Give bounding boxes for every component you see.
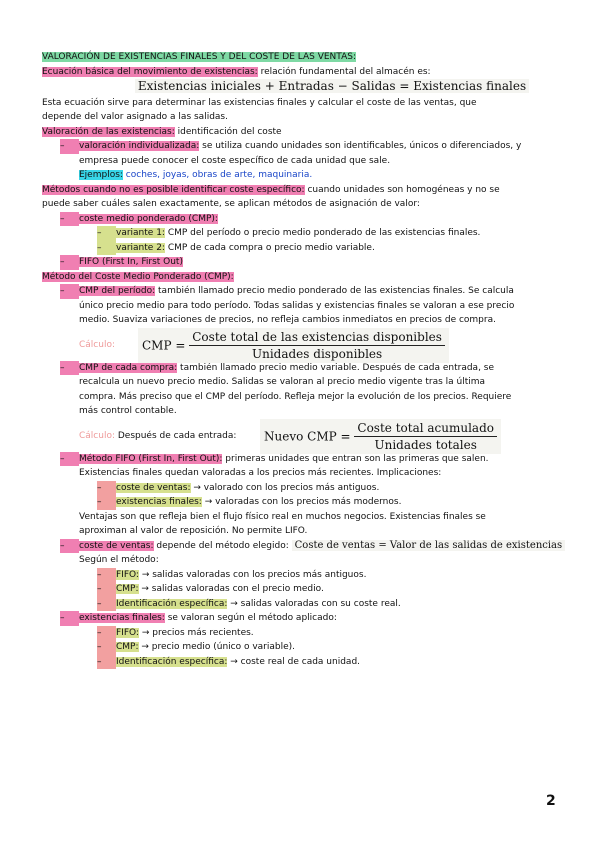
variante-2-text: CMP de cada compra o precio medio variable. <box>164 242 375 253</box>
section-title: VALORACIÓN DE EXISTENCIAS FINALES Y DEL COSTE DE LAS VENTAS: <box>42 52 356 62</box>
compra-line-2: recalcula un nuevo precio medio. Salidas se valoran al precio medio vigente tras la última <box>79 377 486 387</box>
bullet-dash: – <box>60 212 79 227</box>
calculo-label: Cálculo: <box>79 430 115 441</box>
fifo-list-item: FIFO (First In, First Out) <box>79 257 183 267</box>
calculo-label: Cálculo: <box>79 339 115 350</box>
eq-basic-formula: Existencias iniciales + Entradas − Salidas = Existencias finales <box>135 79 529 93</box>
metodos-label: Métodos cuando no es posible identificar coste específico: <box>42 184 305 195</box>
cv-cmp-text: → salidas valoradas con el precio medio. <box>138 584 324 594</box>
valoracion-label: Valoración de las existencias: <box>42 126 175 137</box>
variante-1-text: CMP del período o precio medio ponderado de las existencias finales. <box>164 228 481 238</box>
ef-ident-text: → coste real de cada unidad. <box>227 656 361 667</box>
page-number: 2 <box>546 793 556 809</box>
fraction <box>189 329 445 362</box>
bullet-dash: – <box>97 226 116 241</box>
periodo-line-1: también llamado precio medio ponderado de las existencias finales. Se calcula <box>155 286 514 296</box>
cv-formula: Coste de ventas = Valor de las salidas de existencias <box>292 540 566 551</box>
periodo-label: CMP del período: <box>79 286 156 296</box>
ef-cmp-label: CMP: <box>116 642 139 652</box>
ef-label: existencias finales: <box>79 613 165 623</box>
bullet-dash: – <box>97 640 116 655</box>
cv-fifo-text: → salidas valoradas con los precios más antiguos. <box>138 569 367 580</box>
fifo-ventajas-1: Ventajas son que refleja bien el flujo físico real en muchos negocios. Existencias finales se <box>79 511 486 522</box>
ef-fifo-label: FIFO: <box>116 627 139 638</box>
fifo-impl-2-label: existencias finales: <box>116 497 202 507</box>
bullet-dash: – <box>97 597 116 612</box>
bullet-dash: – <box>97 568 116 583</box>
individual-text: se utiliza cuando unidades son identificables, únicos o diferenciados, y <box>199 141 522 151</box>
cv-ident-label: Identificación específica: <box>116 598 228 609</box>
cmp-periodo-formula <box>42 328 562 361</box>
formula-box <box>260 419 501 454</box>
intro-line-1: Esta ecuación sirve para determinar las existencias finales y calcular el coste de las ventas, que <box>42 97 477 108</box>
metodos-text-2: puede saber cuáles salen exactamente, se aplican métodos de asignación de valor: <box>42 199 420 209</box>
valoracion-text: identificación del coste <box>174 126 282 137</box>
fifo-text: primeras unidades que entran son las primeras que salen. <box>222 453 489 464</box>
ef-text: se valoran según el método aplicado: <box>164 613 337 623</box>
periodo-line-2: único precio medio para todo período. Todas salidas y existencias finales se valoran a ese precio <box>79 300 515 311</box>
fraction-denominator: Unidades disponibles <box>251 346 383 361</box>
calculo-row <box>79 429 236 444</box>
cv-fifo-label: FIFO: <box>116 569 139 580</box>
fifo-label: Método FIFO (First In, First Out): <box>79 453 223 464</box>
formula-lhs: Nuevo CMP = <box>264 428 351 443</box>
bullet-dash: – <box>97 582 116 597</box>
bullet-dash: – <box>97 481 116 496</box>
page-content <box>42 50 562 669</box>
bullet-dash: – <box>60 284 79 299</box>
fraction-denominator: Unidades totales <box>374 437 477 452</box>
fifo-impl-1-label: coste de ventas: <box>116 482 191 493</box>
fraction-numerator: Coste total acumulado <box>354 420 497 437</box>
variante-2-label: variante 2: <box>116 242 165 253</box>
bullet-dash: – <box>60 255 79 270</box>
individual-text-2: empresa puede conocer el coste específico de cada unidad que sale. <box>79 155 391 166</box>
bullet-dash: – <box>97 655 116 670</box>
ef-fifo-text: → precios más recientes. <box>138 627 254 638</box>
ef-cmp-text: → precio medio (único o variable). <box>138 642 296 652</box>
cv-label: coste de ventas: <box>79 540 154 551</box>
formula-box <box>138 328 449 363</box>
bullet-dash: – <box>60 611 79 626</box>
bullet-dash: – <box>97 241 116 256</box>
bullet-dash: – <box>60 139 79 154</box>
cv-text: depende del método elegido: <box>153 540 289 551</box>
ejemplos-text: coches, joyas, obras de arte, maquinaria. <box>122 170 313 180</box>
cmp-list-label: coste medio ponderado (CMP): <box>79 213 218 224</box>
bullet-dash: – <box>60 361 79 376</box>
eq-basic-text: relación fundamental del almacén es: <box>257 66 431 77</box>
bullet-dash: – <box>60 452 79 467</box>
individual-label: valoración individualizada: <box>79 141 200 151</box>
bullet-dash: – <box>97 495 116 510</box>
cmp-compra-formula <box>42 419 562 452</box>
periodo-line-3: medio. Suaviza variaciones de precios, no refleja cambios inmediatos en precios de compra. <box>79 315 496 325</box>
variante-1-label: variante 1: <box>116 228 165 238</box>
fifo-impl-2-text: → valoradas con los precios más modernos. <box>201 497 402 507</box>
ejemplos-label: Ejemplos: <box>79 170 123 180</box>
fraction <box>354 420 497 453</box>
cv-text-2: Según el método: <box>79 555 159 565</box>
fifo-text-2: Existencias finales quedan valoradas a los precios más recientes. Implicaciones: <box>79 468 442 478</box>
compra-line-1: también llamado precio medio variable. Después de cada entrada, se <box>177 362 495 373</box>
formula-lhs: CMP = <box>142 337 186 352</box>
compra-line-4: más control contable. <box>79 406 177 416</box>
intro-line-2: depende del valor asignado a las salidas. <box>42 112 228 122</box>
eq-basic-label: Ecuación básica del movimiento de existencias: <box>42 66 258 77</box>
cv-ident-text: → salidas valoradas con su coste real. <box>227 598 401 609</box>
ef-ident-label: Identificación específica: <box>116 656 228 667</box>
cv-cmp-label: CMP: <box>116 584 139 594</box>
bullet-dash: – <box>97 626 116 641</box>
calculo-text: Después de cada entrada: <box>115 430 237 441</box>
fifo-impl-1-text: → valorado con los precios más antiguos. <box>190 482 380 493</box>
compra-line-3: compra. Más preciso que el CMP del período. Refleja mejor la evolución de los precios. Requiere <box>79 391 512 402</box>
fifo-ventajas-2: aproximan al valor de reposición. No permite LIFO. <box>79 526 308 536</box>
bullet-dash: – <box>60 539 79 554</box>
fraction-numerator: Coste total de las existencias disponibles <box>189 329 445 346</box>
metodo-cmp-title: Método del Coste Medio Ponderado (CMP): <box>42 271 234 282</box>
metodos-text: cuando unidades son homogéneas y no se <box>304 184 500 195</box>
compra-label: CMP de cada compra: <box>79 362 178 373</box>
